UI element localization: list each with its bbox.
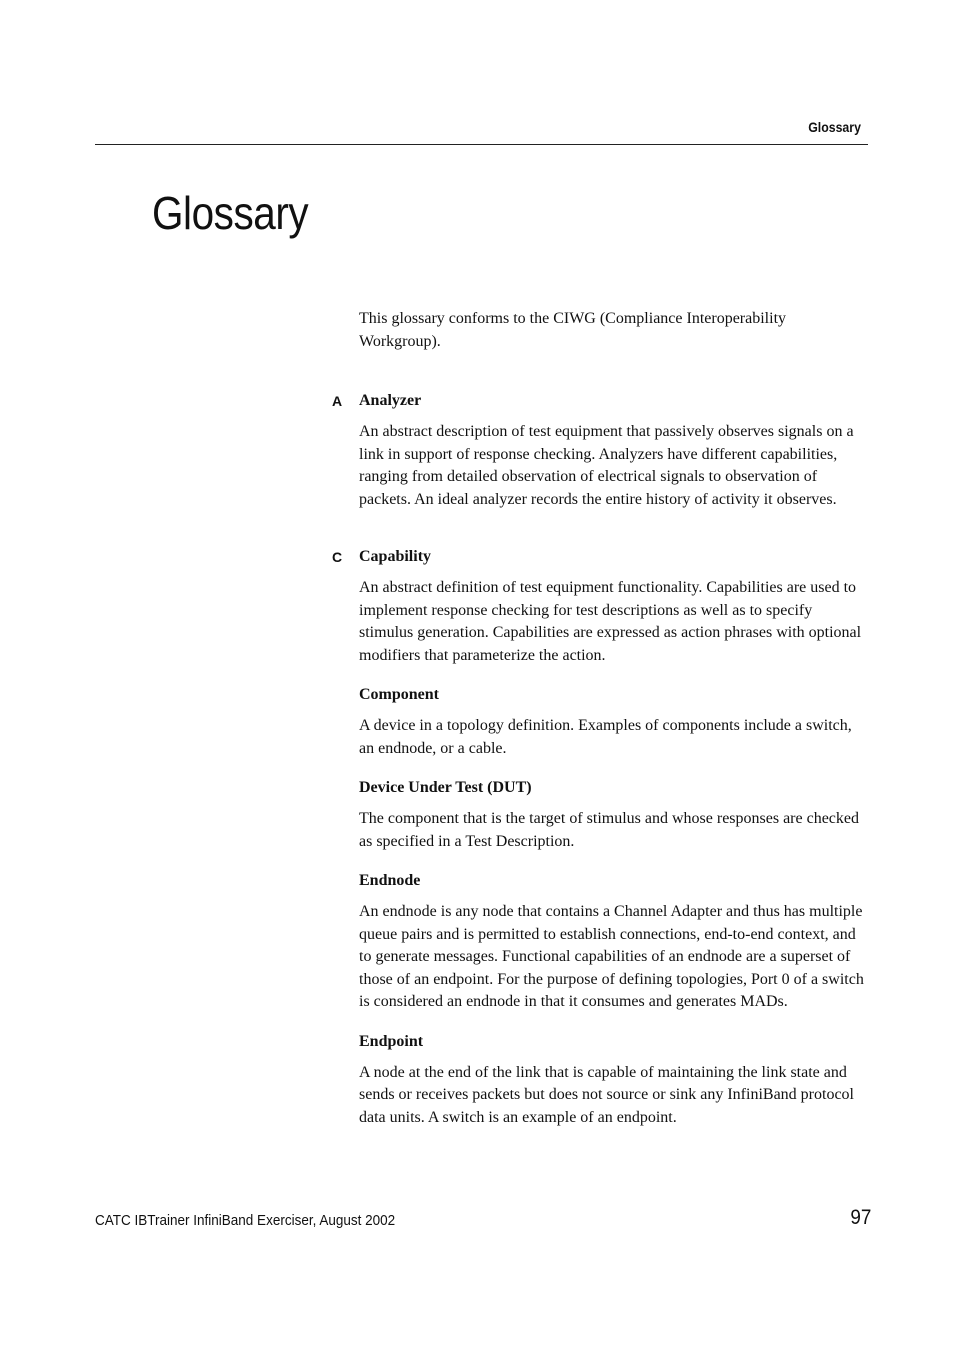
running-header: Glossary	[808, 119, 861, 135]
glossary-term: Endpoint	[359, 1032, 424, 1050]
glossary-entry	[359, 870, 867, 1014]
glossary-term: Component	[359, 686, 440, 703]
glossary-entry	[359, 546, 867, 667]
footer-document-title: CATC IBTrainer InfiniBand Exerciser, August 2002	[95, 1212, 396, 1229]
glossary-definition: An abstract definition of test equipment functionality. Capabilities are used to implement response checking for test descriptions as well as to specify stimulus generation. Capabilities are expressed as action phrases with optional modifiers that parameterize the action.	[359, 579, 862, 664]
section-letter: A	[332, 393, 343, 409]
glossary-definition: The component that is the target of stimulus and whose responses are checked as specified in a Test Description.	[359, 810, 860, 850]
section-a	[332, 390, 867, 511]
glossary-content	[332, 308, 867, 1146]
glossary-definition: An endnode is any node that contains a Channel Adapter and thus has multiple queue pairs and is permitted to establish connections, end-to-end context, and to generate messages. Functional capabilities of an endnode are a superset of those of an endpoint. For the purpose of defining topologies, Port 0 of a switch is considered an endnode in that it consumes and generates MADs.	[359, 903, 864, 1010]
glossary-definition: An abstract description of test equipment that passively observes signals on a link in support of response checking. Analyzers have different capabilities, ranging from detailed observation of electrical signals to observation of packets. An ideal analyzer records the entire history of activity it observes.	[359, 423, 854, 508]
glossary-term: Analyzer	[359, 392, 422, 409]
glossary-definition: A device in a topology definition. Examples of components include a switch, an endnode, or a cable.	[359, 717, 852, 757]
page-title: Glossary	[152, 187, 309, 239]
glossary-intro: This glossary conforms to the CIWG (Compliance Interoperability Workgroup).	[359, 310, 787, 350]
section-c	[332, 546, 867, 1129]
glossary-entry	[359, 684, 867, 760]
section-letter: C	[332, 549, 343, 565]
glossary-entry	[359, 1031, 867, 1130]
page-number: 97	[849, 1206, 871, 1229]
glossary-term: Capability	[359, 548, 432, 565]
glossary-entry	[359, 390, 867, 511]
glossary-term: Endnode	[359, 872, 421, 889]
glossary-entry	[359, 777, 867, 853]
glossary-term: Device Under Test (DUT)	[359, 779, 532, 796]
header-rule	[95, 144, 868, 145]
glossary-definition: A node at the end of the link that is capable of maintaining the link state and sends or receives packets but does not source or sink any InfiniBand protocol data units. A switch is an example of an endpoint.	[359, 1063, 854, 1126]
